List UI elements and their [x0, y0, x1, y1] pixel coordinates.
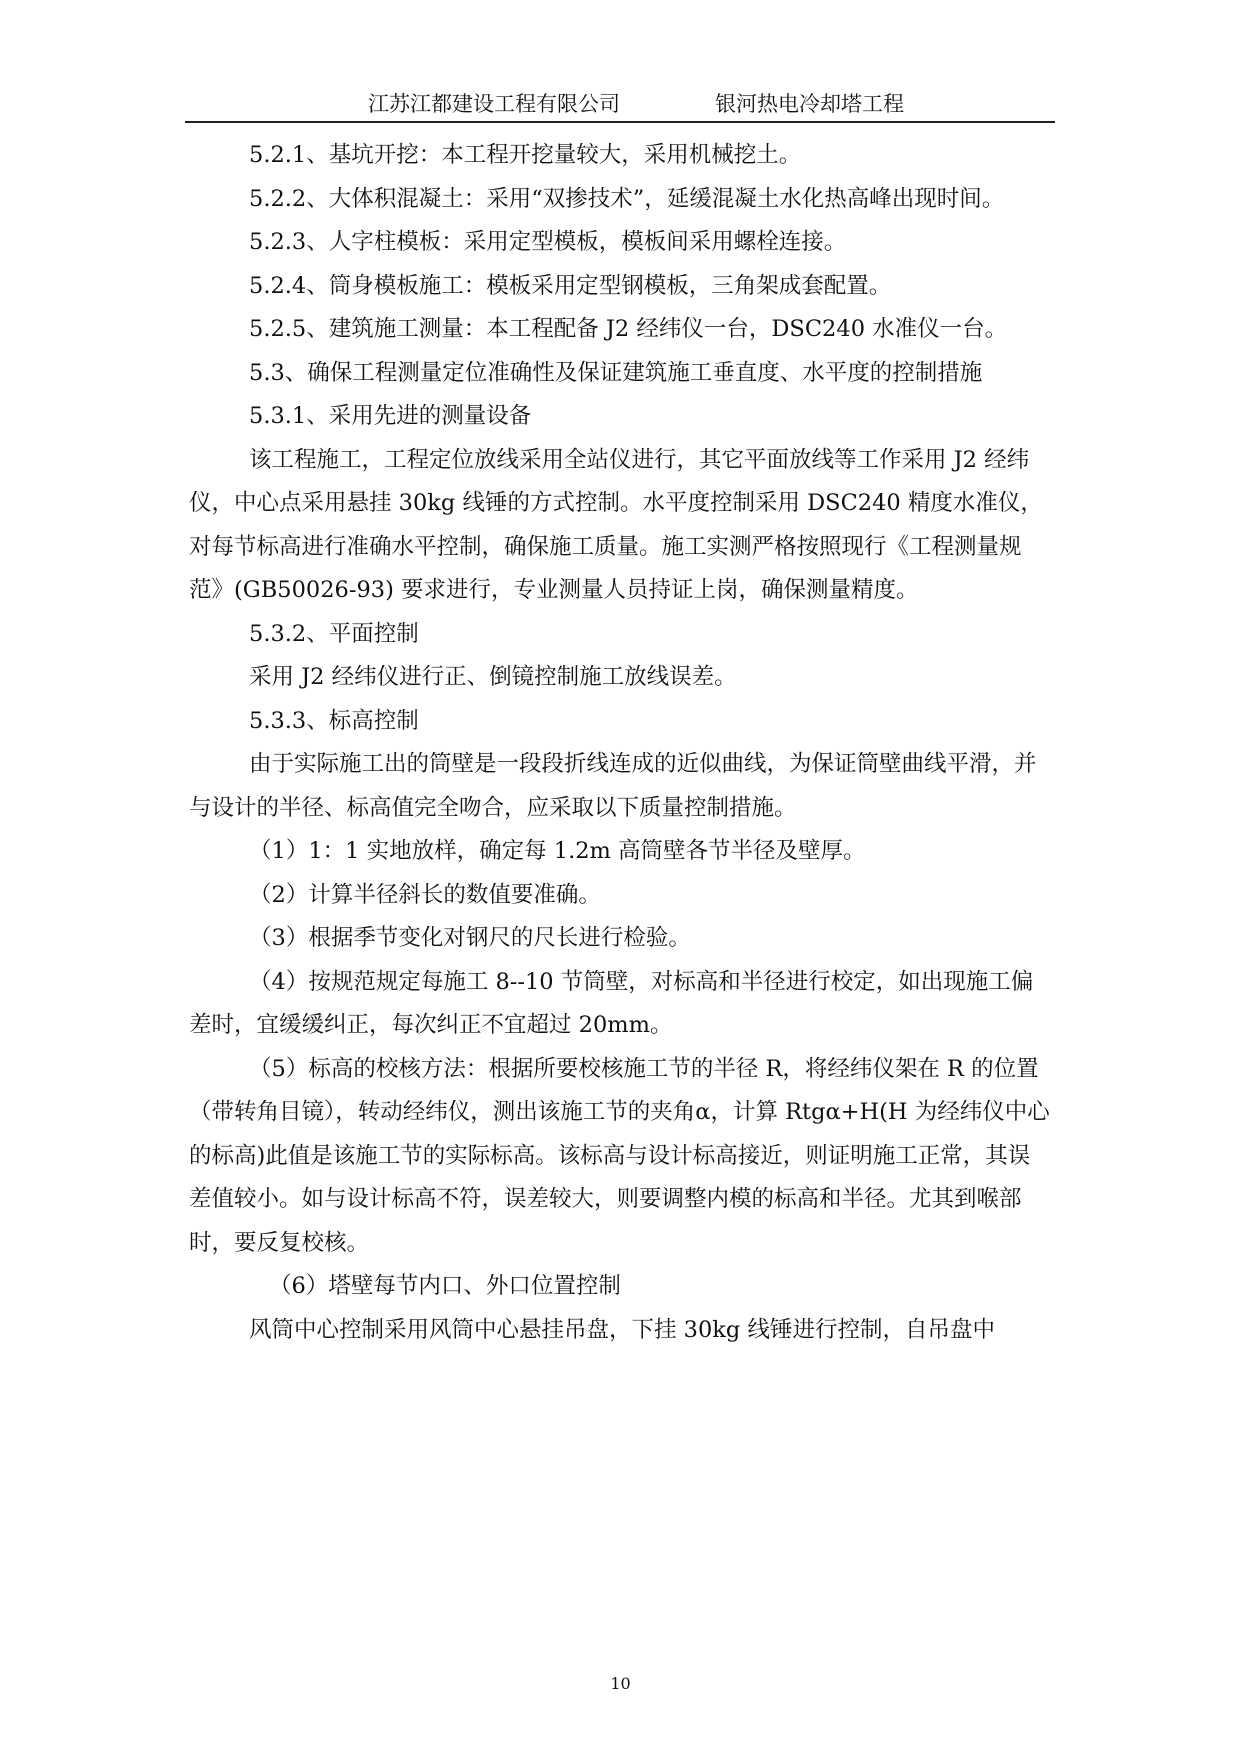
paragraph: 由于实际施工出的筒壁是一段段折线连成的近似曲线，为保证筒壁曲线平滑，并与设计的半径、标高值完全吻合，应采取以下质量控制措施。 [189, 751, 1037, 821]
paragraph: 5.2.4、筒身模板施工：模板采用定型钢模板，三角架成套配置。 [249, 272, 892, 299]
subsection-heading: 5.3.3、标高控制 [249, 707, 419, 734]
paragraph: 5.2.3、人字柱模板：采用定型模板，模板间采用螺栓连接。 [249, 229, 847, 255]
paragraph: 采用 J2 经纬仪进行正、倒镜控制施工放线误差。 [249, 664, 737, 690]
subsection-heading: 5.3.2、平面控制 [249, 620, 419, 647]
list-item: （6）塔壁每节内口、外口位置控制 [269, 1273, 621, 1299]
section-heading: 5.3、确保工程测量定位准确性及保证建筑施工垂直度、水平度的控制措施 [249, 359, 983, 386]
header-project: 银河热电冷却塔工程 [715, 92, 904, 116]
paragraph: 5.2.5、建筑施工测量：本工程配备 J2 经纬仪一台，DSC240 水准仪一台。 [249, 316, 1008, 342]
paragraph: 该工程施工，工程定位放线采用全站仪进行，其它平面放线等工作采用 J2 经纬仪，中心点采用悬挂 30kg 线锤的方式控制。水平度控制采用 DSC240 精度水准仪，对每节标高进行准确水平控制，确保施工质量。施工实测严格按照现行《工程测量规范》(GB50026-93) 要求进行，专业测量人员持证上岗，确保测量精度。 [189, 446, 1043, 603]
list-item: （1）1：1 实地放样，确定每 1.2m 高筒壁各节半径及壁厚。 [249, 838, 866, 864]
list-item: （5）标高的校核方法：根据所要校核施工节的半径 R，将经纬仪架在 R 的位置（带转角目镜），转动经纬仪，测出该施工节的夹角α，计算 Rtgα+H(H 为经纬仪中心的标高)此值是该施工节的实际标高。该标高与设计标高接近，则证明施工正常，其误差值较小。如与设计标高不符，误差较大，则要调整内模的标高和半径。尤其到喉部时，要反复校核。 [189, 1055, 1050, 1256]
list-item: （4）按规范规定每施工 8--10 节筒壁，对标高和半径进行校定，如出现施工偏差时，宜缓缓纠正，每次纠正不宜超过 20mm。 [189, 968, 1034, 1038]
page-number: 10 [610, 1674, 631, 1693]
paragraph: 5.2.1、基坑开挖：本工程开挖量较大，采用机械挖土。 [249, 142, 802, 168]
header-rule [185, 121, 1055, 123]
header-company: 江苏江都建设工程有限公司 [368, 92, 620, 116]
paragraph: 风筒中心控制采用风筒中心悬挂吊盘，下挂 30kg 线锤进行控制，自吊盘中 [249, 1316, 995, 1343]
list-item: （2）计算半径斜长的数值要准确。 [249, 881, 601, 908]
subsection-heading: 5.3.1、采用先进的测量设备 [249, 403, 532, 429]
page-body [189, 134, 1051, 1352]
paragraph: 5.2.2、大体积混凝土：采用“双掺技术”，延缓混凝土水化热高峰出现时间。 [249, 185, 1005, 212]
page-header [185, 88, 1055, 120]
list-item: （3）根据季节变化对钢尺的尺长进行检验。 [249, 925, 691, 951]
